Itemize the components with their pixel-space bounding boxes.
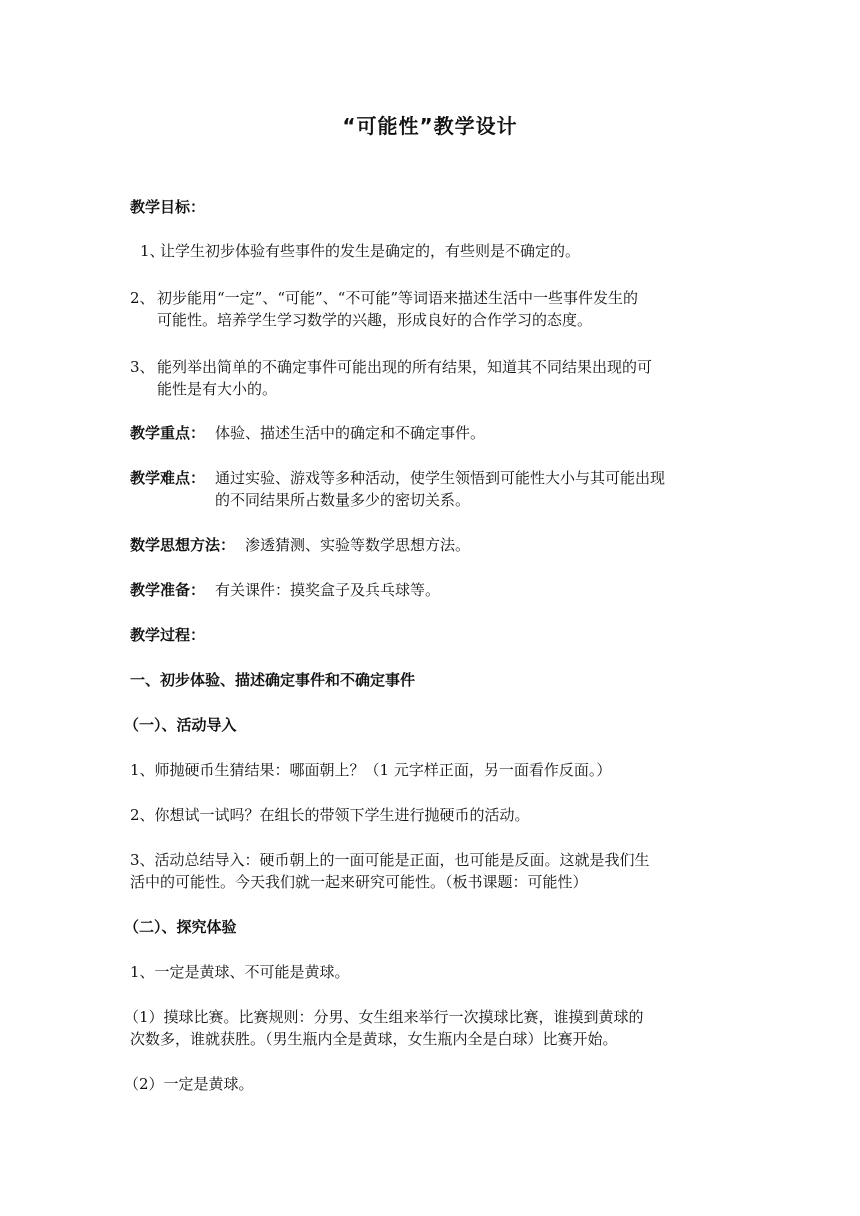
sub-2-heading: （二）、探究体验	[124, 918, 237, 936]
key-point-label: 教学重点：	[130, 424, 206, 442]
sub-1-item-3-line-1: 3、活动总结导入：硬币朝上的一面可能是正面，也可能是反面。这就是我们生	[130, 851, 650, 869]
method-text: 渗透猜测、实验等数学思想方法。	[245, 536, 471, 554]
step-1-line-2: 次数多，谁就获胜。（男生瓶内全是黄球，女生瓶内全是白球）比赛开始。	[130, 1030, 618, 1048]
sub-2-item-1: 1、一定是黄球、不可能是黄球。	[130, 963, 350, 981]
prep-label: 教学准备：	[130, 581, 206, 599]
goal-number-2: 2、	[130, 289, 155, 307]
goal-text-3-line-1: 能列举出简单的不确定事件可能出现的所有结果，知道其不同结果出现的可	[157, 358, 653, 376]
goal-text-2-line-2: 可能性。培养学生学习数学的兴趣，形成良好的合作学习的态度。	[157, 311, 593, 329]
goal-text-3-line-2: 能性是有大小的。	[157, 380, 278, 398]
section-1-heading: 一、初步体验、描述确定事件和不确定事件	[130, 671, 416, 689]
difficulty-text-line-2: 的不同结果所占数量多少的密切关系。	[215, 491, 471, 509]
sub-1-item-3-line-2: 活中的可能性。今天我们就一起来研究可能性。（板书课题：可能性）	[130, 873, 588, 891]
goal-text-2-line-1: 初步能用“一定”、“可能”、“不可能”等词语来描述生活中一些事件发生的	[157, 289, 639, 307]
key-point-text: 体验、描述生活中的确定和不确定事件。	[215, 424, 486, 442]
sub-1-item-1: 1、师抛硬币生猜结果：哪面朝上？（1 元字样正面，另一面看作反面。）	[130, 761, 612, 779]
method-label: 数学思想方法：	[130, 536, 236, 554]
difficulty-label: 教学难点：	[130, 469, 206, 487]
prep-text: 有关课件：摸奖盒子及兵乓球等。	[215, 581, 441, 599]
goal-text-1: 让学生初步体验有些事件的发生是确定的，有些则是不确定的。	[160, 242, 581, 260]
goal-number-3: 3、	[130, 358, 155, 376]
document-title: “可能性”教学设计	[342, 114, 518, 138]
goals-heading: 教学目标：	[130, 198, 206, 216]
sub-1-item-2: 2、你想试一试吗？在组长的带领下学生进行抛硬币的活动。	[130, 806, 530, 824]
difficulty-text-line-1: 通过实验、游戏等多种活动，使学生领悟到可能性大小与其可能出现	[215, 469, 666, 487]
step-2: （2）一定是黄球。	[124, 1075, 254, 1093]
step-1-line-1: （1）摸球比赛。比赛规则：分男、女生组来举行一次摸球比赛，谁摸到黄球的	[124, 1008, 644, 1026]
sub-1-heading: （一）、活动导入	[124, 716, 237, 734]
process-heading: 教学过程：	[130, 626, 206, 644]
goal-number-1: 1、	[140, 242, 165, 260]
